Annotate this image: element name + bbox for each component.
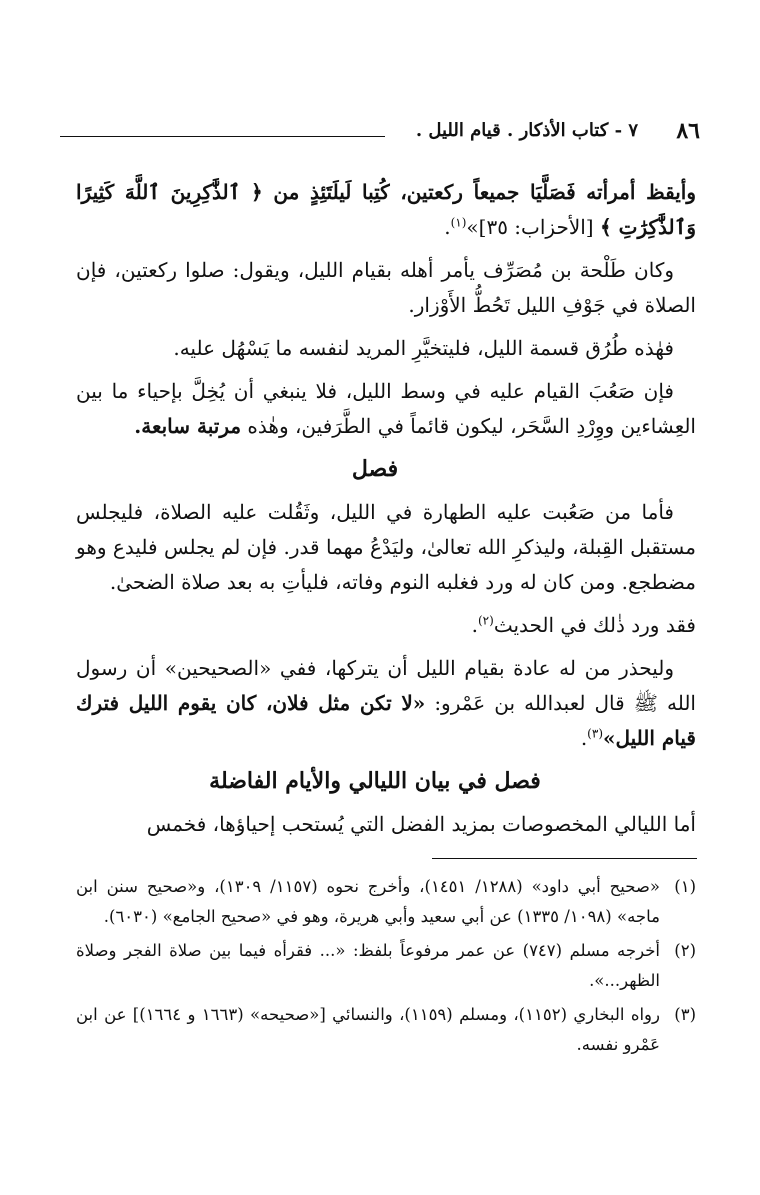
footnote-ref-2: (٢): [477, 613, 494, 628]
p7-bold: «لا تكن مثل فلان، كان يقوم الليل فترك قيام الليل»: [76, 691, 696, 750]
paragraph-6: [76, 608, 696, 643]
p6-text: فقد ورد ذٰلك في الحديث: [493, 613, 696, 637]
quran-verse: ﴿ ٱلذَّٰكِرِينَ ٱللَّهَ كَثِيرًا وَٱلذَّٰكِرَٰتِ ﴾: [76, 180, 696, 239]
p7-end: .: [580, 726, 588, 750]
section-title-2: فصل في بيان الليالي والأيام الفاضلة: [209, 768, 541, 794]
footnote-ref-3: (٣): [587, 726, 603, 741]
paragraph-5: فأما من صَعُبت عليه الطهارة في الليل، وثَقُلت عليه الصلاة، فليجلس مستقبل القِبلة، وليذكرِ الله تعالىٰ، وليَدْعُ مهما قدر. فإن لم يجلس فليدع وهو مضطجع. ومن كان له ورد فغلبه النوم وفاته، فليأتِ به بعد صلاة الضحىٰ.: [76, 500, 696, 594]
p4-text: فإن صَعُبَ القيام عليه في وسط الليل، فلا ينبغي أن يُخِلَّ بإحياء ما بين العِشاءين ووِرْدِ السَّحَر، ليكون قائماً في الطَّرَفين، وهٰذه: [76, 379, 696, 438]
footnote-number: (١): [674, 877, 696, 896]
footnotes: [76, 872, 696, 1064]
main-text: [76, 175, 696, 850]
paragraph-8: أما الليالي المخصوصات بمزيد الفضل التي يُستحب إحياؤها، فخمس: [146, 812, 696, 836]
section-title-1: فصل: [351, 456, 399, 482]
footnote-text: رواه البخاري (١١٥٢)، ومسلم (١١٥٩)، والنسائي [«صحيحه» (١٦٦٣ و ١٦٦٤)] عن ابن عَمْرو نفسه.: [76, 1005, 660, 1054]
page-header: [60, 118, 700, 150]
running-title: ٧ - كتاب الأذكار . قيام الليل .: [415, 120, 638, 141]
paragraph-7: [76, 651, 696, 756]
p1-before: وأيقظ أمرأته فَصَلَّيَا جميعاً ركعتين، كُتِبا لَيلَتَئِذٍ من: [262, 180, 696, 204]
footnote-ref-1: (١): [450, 215, 467, 230]
footnote-number: (٢): [674, 941, 696, 960]
p1-after: [الأحزاب: ٣٥]»: [466, 215, 600, 239]
p4-bold: مرتبة سابعة.: [134, 414, 242, 438]
footnote-1: [76, 872, 696, 932]
footnote-2: [76, 936, 696, 996]
paragraph-1: وأيقظ أمرأته فَصَلَّيَا جميعاً ركعتين، كُتِبا لَيلَتَئِذٍ من ﴿ ٱلذَّٰكِرِينَ ٱللَّهَ كَثِيرًا وَٱلذَّٰكِرَٰتِ ﴾ [الأحزاب: ٣٥]»$^{(١)}$.: [76, 180, 696, 239]
footnote-rule: [432, 858, 697, 859]
p7-text: وليحذر من له عادة بقيام الليل أن يتركها، ففي «الصحيحين» أن رسول الله ﷺ قال لعبدالله بن عَمْرو:: [76, 656, 696, 715]
p6-end: .: [471, 613, 478, 637]
footnote-text: «صحيح أبي داود» (١٢٨٨/ ١٤٥١)، وأخرج نحوه (١١٥٧/ ١٣٠٩)، و«صحيح سنن ابن ماجه» (١٠٩٨/ ١٣٣٥) عن أبي سعيد وأبي هريرة، وهو في «صحيح الجامع» (٦٠٣٠).: [76, 877, 660, 926]
paragraph-3: فهٰذه طُرُق قسمة الليل، فليتخيَّرِ المريد لنفسه ما يَسْهُل عليه.: [173, 336, 674, 360]
paragraph-4: [76, 374, 696, 444]
footnote-number: (٣): [674, 1005, 696, 1024]
footnote-text: أخرجه مسلم (٧٤٧) عن عمر مرفوعاً بلفظ: «... فقرأه فيما بين صلاة الفجر وصلاة الظهر...».: [76, 941, 660, 990]
footnote-3: [76, 1000, 696, 1060]
paragraph-2: وكان طَلْحة بن مُصَرِّف يأمر أهله بقيام الليل، ويقول: صلوا ركعتين، فإن الصلاة في جَوْفِ الليل تَحُطُّ الأَوْزار.: [76, 258, 696, 317]
page-number: ٨٦: [676, 118, 700, 144]
header-rule: [60, 136, 385, 137]
